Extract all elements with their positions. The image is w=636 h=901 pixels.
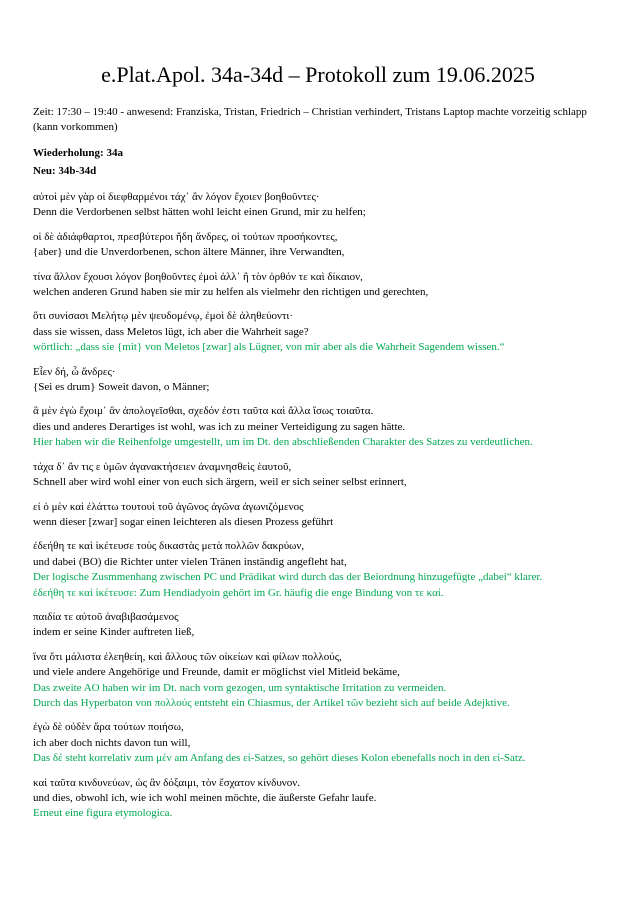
german-translation-line: dies und anderes Derartiges ist wohl, was ich zu meiner Verteidigung zu sagen hätte. bbox=[33, 420, 406, 433]
german-translation-line: und dabei (BO) die Richter unter vielen Tränen inständig angefleht hat, bbox=[33, 555, 347, 568]
annotation-line: Erneut eine figura etymologica. bbox=[33, 807, 173, 820]
greek-line: αὐτοὶ μὲν γὰρ οἱ διεφθαρμένοι τάχ᾽ ἂν λόγον ἔχοιεν βοηθοῦντες· bbox=[33, 191, 320, 203]
german-translation-line: und viele andere Angehörige und Freunde, damit er möglichst viel Mitleid bekäme, bbox=[33, 666, 400, 679]
paragraph bbox=[33, 610, 603, 641]
annotation-line: Das δέ steht korrelativ zum μέν am Anfang des εἰ-Satzes, so gehört dieses Kolon ebenefalls noch in den εἰ-Satz. bbox=[33, 752, 526, 765]
paragraph bbox=[33, 650, 603, 712]
greek-line: ἐδεήθη τε καὶ ἱκέτευσε τοὺς δικαστὰς μετὰ πολλῶν δακρύων, bbox=[33, 540, 305, 553]
paragraph bbox=[33, 230, 603, 261]
german-translation-line: wenn dieser [zwar] sogar einen leichteren als diesen Prozess geführt bbox=[33, 515, 334, 528]
page-title: e.Plat.Apol. 34a-34d – Protokoll zum 19.06.2025 bbox=[101, 62, 535, 87]
greek-line: παιδία τε αὐτοῦ ἀναβιβασάμενος bbox=[33, 610, 179, 623]
paragraph bbox=[33, 309, 603, 355]
greek-line: ἃ μὲν ἐγὼ ἔχοιμ᾽ ἂν ἀπολογεῖσθαι, σχεδόν ἐστι ταῦτα καὶ ἄλλα ἴσως τοιαῦτα. bbox=[33, 405, 374, 418]
greek-line: ὅτι συνίσασι Μελήτῳ μὲν ψευδομένῳ, ἐμοὶ δὲ ἀληθεύοντι· bbox=[33, 310, 294, 323]
german-translation-line: indem er seine Kinder auftreten ließ, bbox=[33, 626, 195, 639]
greek-line: ἐγὼ δὲ οὐδὲν ἄρα τούτων ποιήσω, bbox=[33, 721, 184, 734]
paragraph bbox=[33, 720, 603, 766]
protocol-body bbox=[33, 190, 603, 822]
german-translation-line: {Sei es drum} Soweit davon, o Männer; bbox=[33, 381, 210, 394]
german-translation-line: ich aber doch nichts davon tun will, bbox=[33, 736, 191, 749]
greek-line: οἱ δὲ ἀδιάφθαρτοι, πρεσβύτεροι ἤδη ἄνδρες, οἱ τούτων προσήκοντες, bbox=[33, 230, 338, 243]
german-translation-line: dass sie wissen, dass Meletos lügt, ich aber die Wahrheit sage? bbox=[33, 325, 309, 338]
session-meta: Zeit: 17:30 – 19:40 - anwesend: Franziska, Tristan, Friedrich – Christian verhindert, Tristans Laptop machte vorzeitig schlapp (kann vorkommen) bbox=[33, 106, 587, 133]
greek-line: ἵνα ὅτι μάλιστα ἐλεηθείη, καὶ ἄλλους τῶν οἰκείων καὶ φίλων πολλούς, bbox=[33, 650, 342, 663]
paragraph bbox=[33, 500, 603, 531]
paragraph bbox=[33, 270, 603, 301]
paragraph bbox=[33, 539, 603, 601]
annotation-line: Der logische Zusmmenhang zwischen PC und Prädikat wird durch das der Beiordnung hinzugefügte „dabei“ klarer. bbox=[33, 571, 543, 584]
paragraph bbox=[33, 460, 603, 491]
paragraph bbox=[33, 776, 603, 822]
annotation-line: Hier haben wir die Reihenfolge umgestellt, um im Dt. den abschließenden Charakter des Satzes zu verdeutlichen. bbox=[33, 436, 533, 449]
greek-line: εἰ ὁ μὲν καὶ ἐλάττω τουτουὶ τοῦ ἀγῶνος ἀγῶνα ἀγωνιζόμενος bbox=[33, 500, 304, 513]
repeat-heading: Wiederholung: 34a bbox=[33, 147, 123, 159]
german-translation-line: welchen anderen Grund haben sie mir zu helfen als vielmehr den richtigen und gerechten, bbox=[33, 286, 429, 299]
german-translation-line: {aber} und die Unverdorbenen, schon ältere Männer, ihre Verwandten, bbox=[33, 246, 345, 259]
german-translation-line: Denn die Verdorbenen selbst hätten wohl leicht einen Grund, mir zu helfen; bbox=[33, 206, 366, 219]
annotation-line: Das zweite AO haben wir im Dt. nach vorn gezogen, um syntaktische Irritation zu vermeiden. bbox=[33, 681, 447, 694]
paragraph bbox=[33, 365, 603, 396]
greek-line: τάχα δ᾽ ἄν τις ε ὑμῶν ἀγανακτήσειεν ἀναμνησθεὶς ἑαυτοῦ, bbox=[33, 460, 292, 473]
greek-line: καὶ ταῦτα κινδυνεύων, ὡς ἂν δόξαιμι, τὸν ἔσχατον κίνδυνον. bbox=[33, 776, 300, 789]
annotation-line: wörtlich: „dass sie {mit} von Meletos [zwar] als Lügner, von mir aber als die Wahrheit Sagendem wissen.“ bbox=[33, 341, 505, 354]
paragraph bbox=[33, 404, 603, 450]
paragraph bbox=[33, 190, 603, 221]
new-heading: Neu: 34b-34d bbox=[33, 165, 97, 177]
greek-line: Εἶεν δή, ὦ ἄνδρες· bbox=[33, 365, 116, 378]
greek-line: τίνα ἄλλον ἔχουσι λόγον βοηθοῦντες ἐμοὶ ἀλλ᾽ ἢ τὸν ὀρθόν τε καὶ δίκαιον, bbox=[33, 270, 363, 283]
german-translation-line: Schnell aber wird wohl einer von euch sich ärgern, weil er sich seiner selbst erinnert, bbox=[33, 476, 407, 489]
annotation-line: Durch das Hyperbaton von πολλούς entsteht ein Chiasmus, der Artikel τῶν bezieht sich auf beide Adejktive. bbox=[33, 696, 510, 709]
annotation-line: ἐδεήθη τε καὶ ἱκέτευσε: Zum Hendiadyoin gehört im Gr. häufig die enge Bindung von τε καί. bbox=[33, 586, 444, 599]
german-translation-line: und dies, obwohl ich, wie ich wohl meinen möchte, die äußerste Gefahr laufe. bbox=[33, 792, 377, 804]
